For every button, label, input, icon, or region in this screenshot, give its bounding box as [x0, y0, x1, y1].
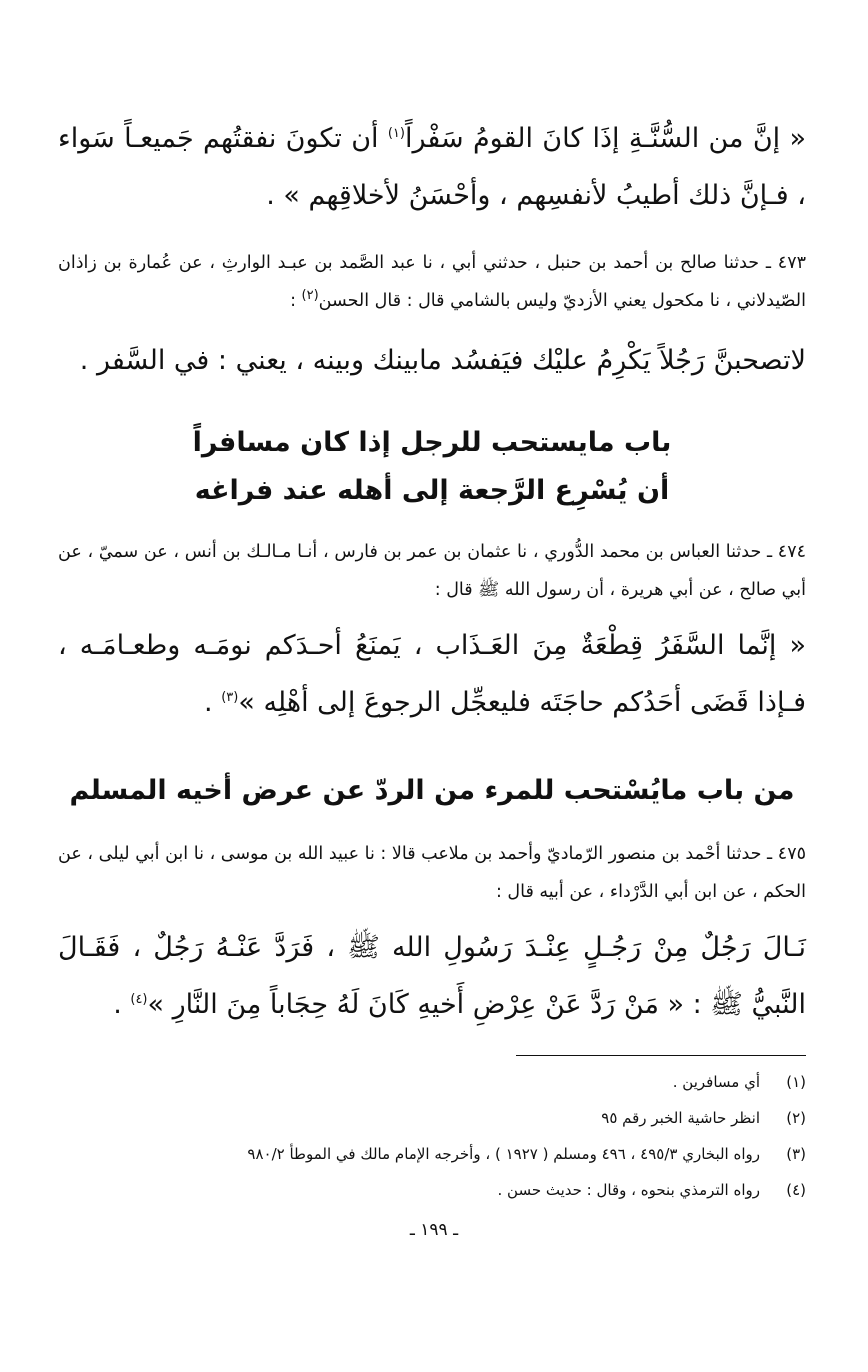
footnote-ref-2: (٢) — [301, 288, 319, 304]
footnote-2 — [58, 1100, 806, 1136]
hadith-475-isnad: ٤٧٥ ـ حدثنا أحْمد بن منصور الرّماديّ وأحمد بن ملاعب قالا : نا عبيد الله بن موسى ، نا ابن أبي ليلى ، عن الحكم ، عن ابن أبي الدَّرْداء ، عن أبيه قال : — [58, 844, 806, 902]
hadith-473-isnad — [58, 244, 806, 320]
chapter-heading-1 — [58, 419, 806, 515]
footnote-4-text: رواه الترمذي بنحوه ، وقال : حديث حسن . — [497, 1181, 760, 1199]
footnotes — [58, 1064, 806, 1208]
hadith-472-text — [58, 110, 806, 224]
footnote-3-number: (٣) — [786, 1145, 806, 1163]
page-number: ـ ١٩٩ ـ — [409, 1220, 459, 1240]
hadith-473-text: لاتصحبنَّ رَجُلاً يَكْرِمُ عليْك فيَفسُد مابينك وبينه ، يعني : في السَّفر . — [79, 345, 806, 376]
footnote-2-number: (٢) — [786, 1109, 806, 1127]
hadith-473-isnad-end: : — [290, 291, 302, 311]
hadith-473-isnad-text: ٤٧٣ ـ حدثنا صالح بن أحمد بن حنبل ، حدثني أبي ، نا عبد الصَّمد بن عبـد الوارثِ ، عن عُمارة بن زاذان الصّيدلاني ، نا مكحول يعني الأزديّ وليس بالشامي قال : قال الحسن — [58, 253, 806, 311]
footnote-3 — [58, 1136, 806, 1172]
hadith-474-isnad: ٤٧٤ ـ حدثنا العباس بن محمد الدُّوري ، نا عثمان بن عمر بن فارس ، أنـا مـالـك بن أنس ، عن سميّ ، عن أبي صالح ، عن أبي هريرة ، أن رسول الله ﷺ قال : — [58, 542, 806, 600]
footnote-divider — [516, 1055, 806, 1056]
hadith-475-text-body: نَـالَ رَجُلٌ مِنْ رَجُـلٍ عِنْـدَ رَسُولِ الله ﷺ ، فَرَدَّ عَنْـهُ رَجُلٌ ، فَقَـالَ النَّبيُّ ﷺ : « مَنْ رَدَّ عَنْ عِرْضِ أَخيهِ كَانَ لَهُ حِجَاباً مِنَ النَّارِ » — [58, 932, 806, 1020]
footnote-3-text: رواه البخاري ٤٩٥/٣ ، ٤٩٦ ومسلم ( ١٩٢٧ ) ، وأخرجه الإمام مالك في الموطأ ٩٨٠/٢ — [247, 1145, 760, 1163]
footnote-ref-3: (٣) — [221, 690, 239, 705]
footnote-ref-1: (١) — [387, 126, 405, 141]
footnote-1-text: أي مسافرين . — [672, 1073, 760, 1091]
hadith-472-text-part1: « إنَّ من السُّنَّـةِ إذَا كانَ القومُ سَفْراً — [404, 123, 806, 154]
footnote-4-number: (٤) — [786, 1181, 806, 1199]
chapter-heading-1-line1: باب مايستحب للرجل إذا كان مسافراً — [192, 427, 672, 458]
chapter-heading-1-line2: أن يُسْرِع الرَّجعة إلى أهله عند فراغه — [194, 475, 670, 506]
footnote-4 — [58, 1172, 806, 1208]
hadith-474-text — [58, 617, 806, 731]
footnote-1 — [58, 1064, 806, 1100]
hadith-472-text-part2: أن تكونَ نفقتُهم جَميعـاً سَواء ، فـإنَّ ذلك أطيبُ لأنفسِهم ، وأحْسَنُ لأخلاقِهم » . — [58, 123, 806, 211]
hadith-474-text-end: . — [204, 687, 222, 718]
hadith-475-text-end: . — [113, 989, 131, 1020]
footnote-2-text: انظر حاشية الخبر رقم ٩٥ — [601, 1109, 760, 1127]
footnote-1-number: (١) — [786, 1073, 806, 1091]
hadith-474-text-body: « إنَّما السَّفَرُ قِطْعَةٌ مِنَ العَـذَاب ، يَمنَعُ أحـدَكم نومَـه وطعـامَـه ، فـإذا قَضَى أحَدُكم حاجَتَه فليعجِّل الرجوعَ إلى أهْلِه » — [58, 630, 806, 718]
chapter-heading-2: من باب مايُسْتحب للمرء من الردّ عن عرض أخيه المسلم — [69, 775, 795, 806]
hadith-475-text — [58, 919, 806, 1033]
footnote-ref-4: (٤) — [130, 992, 148, 1007]
